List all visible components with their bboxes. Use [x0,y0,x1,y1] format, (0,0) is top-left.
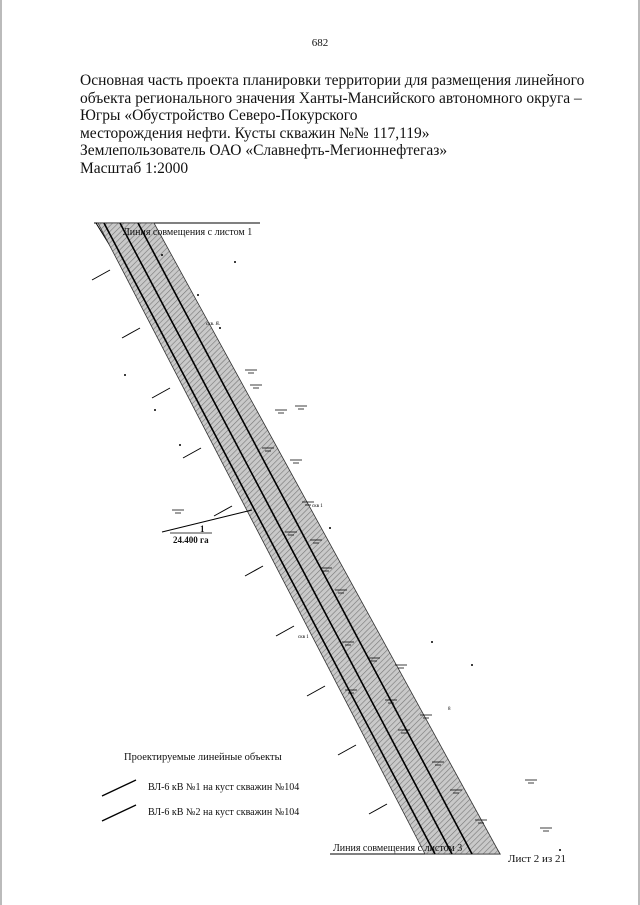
title-line: Югры «Обустройство Северо-Покурского [80,107,358,124]
legend-title: Проектируемые линейные объекты [124,752,282,763]
plot-area: 24.400 га [173,535,209,545]
top-alignment-label: Линия совмещения с листом 1 [123,227,253,238]
svg-text:скв 1: скв 1 [298,635,309,640]
power-line-legend-icon [100,803,140,823]
line-tick-marks [92,270,387,814]
document-title [80,72,585,177]
scale-line: Масштаб 1:2000 [80,159,189,177]
page-edge [0,0,2,905]
sheet-footer: Лист 2 из 21 [508,853,567,865]
bottom-alignment-label: Линия совмещения с листом 3 [333,843,463,854]
legend-label: ВЛ-6 кВ №2 на куст скважин №104 [148,807,300,818]
svg-text:скв. Я.: скв. Я. [206,322,221,327]
svg-text:скв 1: скв 1 [312,504,323,509]
page-number: 682 [311,37,329,49]
svg-text:8: 8 [448,707,451,712]
plot-number: 1 [200,524,205,534]
land-user-line: Землепользователь ОАО «Славнефть-Мегионнефтегаз» [80,142,448,159]
legend-item [100,807,360,827]
title-line: Основная часть проекта планировки территории для размещения линейного [80,72,585,89]
power-line-legend-icon [100,778,140,798]
legend-item [100,782,360,802]
title-line: месторождения нефти. Кусты скважин №№ 117,119» [80,124,430,142]
title-line: объекта регионального значения Ханты-Мансийского автономного округа – [80,89,582,107]
legend-label: ВЛ-6 кВ №1 на куст скважин №104 [148,782,300,793]
